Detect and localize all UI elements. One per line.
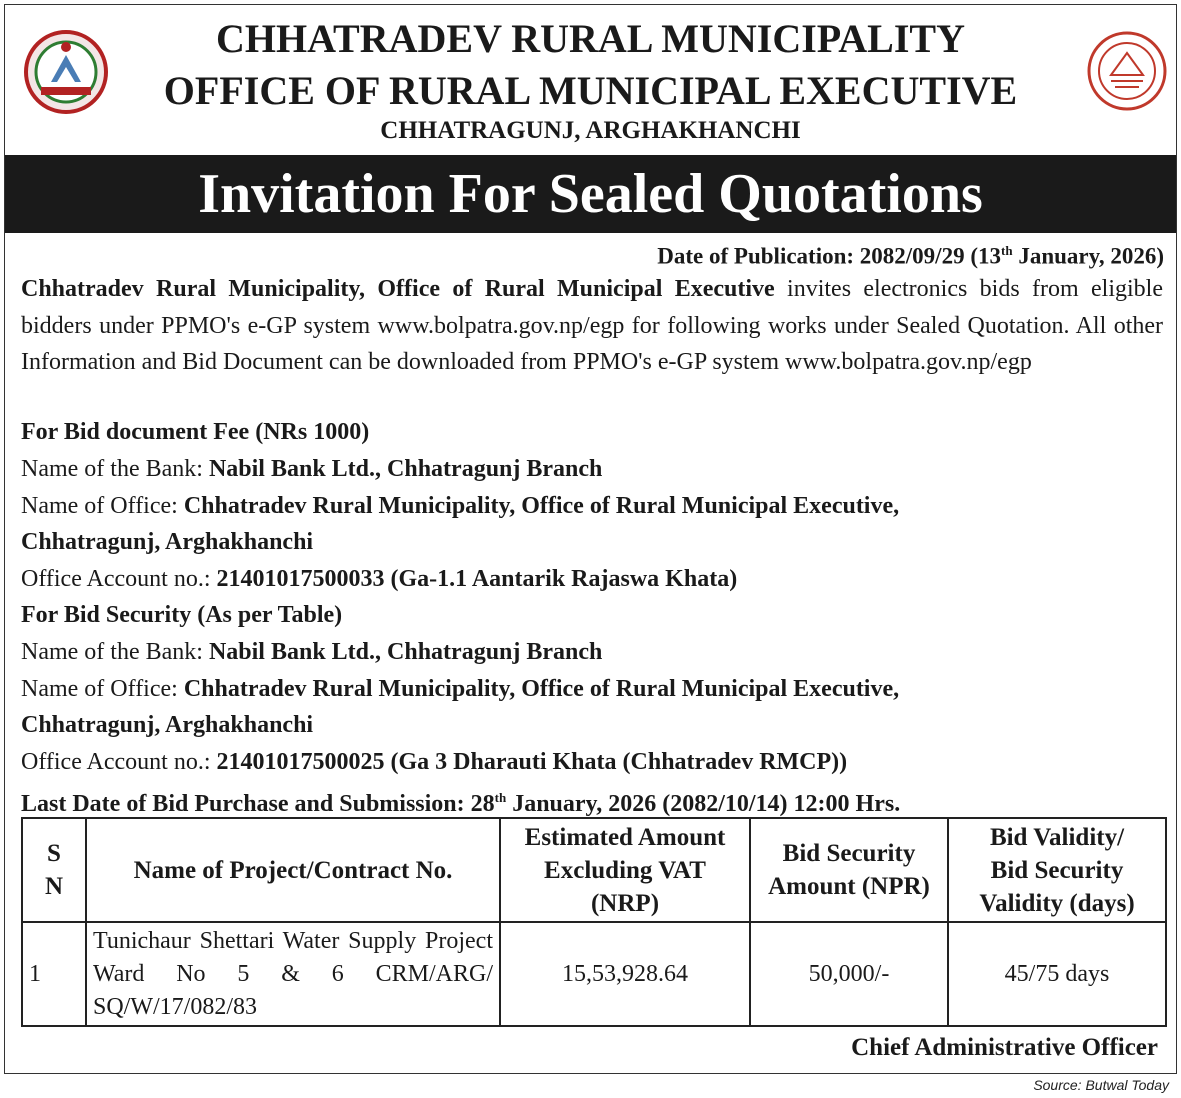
signoff: Chief Administrative Officer <box>851 1034 1158 1061</box>
projects-table <box>21 817 1167 1027</box>
notice-frame <box>4 4 1177 1074</box>
security-bank <box>21 637 602 667</box>
publication-label: Date of Publication: <box>657 243 855 269</box>
municipality-name: CHHATRADEV RURAL MUNICIPALITY <box>216 16 965 61</box>
municipality-seal-icon <box>1085 29 1169 113</box>
fee-account-label: Office Account no.: <box>21 566 217 592</box>
security-account <box>21 747 847 777</box>
fee-account <box>21 564 737 594</box>
deadline-sup: th <box>494 790 507 805</box>
office-name: OFFICE OF RURAL MUNICIPAL EXECUTIVE <box>163 68 1018 113</box>
source-credit: Source: Butwal Today <box>1033 1077 1169 1093</box>
intro-text: invites electronics bids from eligible bidders under PPMO's e-GP system www.bolpatra.gov.np/egp for following works under Sealed Quotation. All other Information and Bid Document can be downloaded from PPMO's e-GP system www.bolpatra.gov.np/egp <box>21 276 1163 375</box>
security-office-value: Chhatradev Rural Municipality, Office of Rural Municipal Executive, <box>183 676 900 702</box>
fee-office-value-2: Chhatragunj, Arghakhanchi <box>21 529 314 555</box>
cell-estimated-amount: 15,53,928.64 <box>500 922 750 1026</box>
submission-deadline <box>21 783 900 819</box>
publication-date-suffix: January, 2026) <box>1012 243 1164 269</box>
fee-bank <box>21 454 602 484</box>
notice-title-banner: Invitation For Sealed Quotations <box>5 155 1176 233</box>
fee-bank-value: Nabil Bank Ltd., Chhatragunj Branch <box>208 456 603 482</box>
security-account-label: Office Account no.: <box>21 749 217 775</box>
fee-bank-label: Name of the Bank: <box>21 456 209 482</box>
fee-account-value: 21401017500033 (Ga-1.1 Aantarik Rajaswa Khata) <box>216 566 738 592</box>
publication-date-prefix: 2082/09/29 (13 <box>859 243 1001 269</box>
intro-paragraph <box>21 271 1163 381</box>
fee-office <box>21 491 899 521</box>
header-sn: S N <box>22 818 86 922</box>
security-office-label: Name of Office: <box>21 676 184 702</box>
office-location: CHHATRAGUNJ, ARGHAKHANCHI <box>380 117 801 144</box>
fee-heading: For Bid document Fee (NRs 1000) <box>21 419 370 445</box>
security-office-value-2: Chhatragunj, Arghakhanchi <box>21 712 314 738</box>
security-office <box>21 674 899 704</box>
cell-sn: 1 <box>22 922 86 1026</box>
header-project: Name of Project/Contract No. <box>86 818 500 922</box>
fee-office-value: Chhatradev Rural Municipality, Office of Rural Municipal Executive, <box>183 493 900 519</box>
header-bid-security: Bid Security Amount (NPR) <box>750 818 948 922</box>
table-header-row <box>22 818 1166 922</box>
security-bank-label: Name of the Bank: <box>21 639 209 665</box>
table-row <box>22 922 1166 1026</box>
header-validity: Bid Validity/ Bid Security Validity (days) <box>948 818 1166 922</box>
security-bank-value: Nabil Bank Ltd., Chhatragunj Branch <box>208 639 603 665</box>
notice-header <box>5 5 1176 155</box>
cell-bid-security: 50,000/- <box>750 922 948 1026</box>
cell-validity: 45/75 days <box>948 922 1166 1026</box>
security-account-value: 21401017500025 (Ga 3 Dharauti Khata (Chhatradev RMCP)) <box>216 749 848 775</box>
cell-project: Tunichaur Shettari Water Supply Project Ward No 5 & 6 CRM/ARG/ SQ/W/17/082/83 <box>86 922 500 1026</box>
security-heading: For Bid Security (As per Table) <box>21 602 343 628</box>
deadline-suffix: January, 2026 (2082/10/14) 12:00 Hrs. <box>506 791 901 817</box>
publication-date <box>657 237 1164 271</box>
publication-date-sup: th <box>1001 243 1013 258</box>
intro-organization: Chhatradev Rural Municipality, Office of Rural Municipal Executive <box>21 276 775 302</box>
deadline-prefix: Last Date of Bid Purchase and Submission: 28 <box>21 791 495 817</box>
header-estimated-amount: Estimated Amount Excluding VAT (NRP) <box>500 818 750 922</box>
fee-office-label: Name of Office: <box>21 493 184 519</box>
